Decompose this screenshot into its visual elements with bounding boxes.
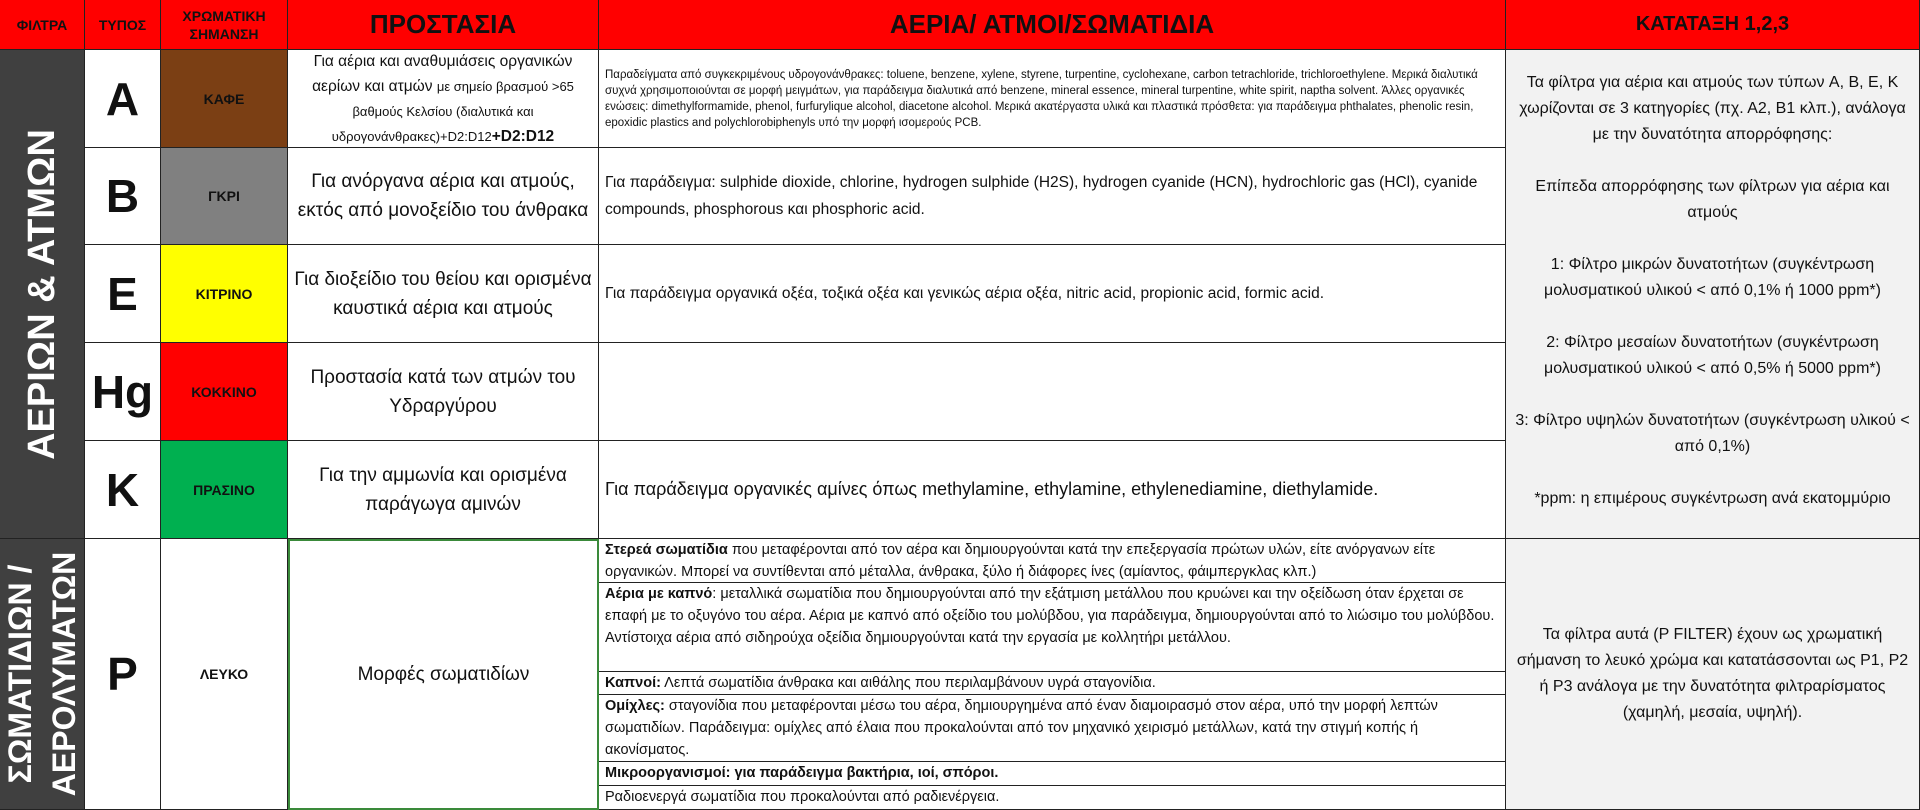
color-e: ΚΙΤΡΙΝΟ: [161, 245, 288, 343]
gases-hg: [599, 343, 1506, 441]
type-b: B: [85, 148, 161, 245]
protection-b: Για ανόργανα αέρια και ατμούς, εκτός από μονοξείδιο του άνθρακα: [288, 148, 599, 245]
color-b: ΓΚΡΙ: [161, 148, 288, 245]
header-color-marking: [161, 0, 288, 50]
particle-microorganisms: [599, 762, 1505, 786]
color-hg: ΚΟΚΚΙΝΟ: [161, 343, 288, 441]
header-type: ΤΥΠΟΣ: [85, 0, 161, 50]
type-hg: Hg: [85, 343, 161, 441]
type-k: K: [85, 441, 161, 539]
protection-k: Για την αμμωνία και ορισμένα παράγωγα αμινών: [288, 441, 599, 539]
group-gases-vapours: [0, 50, 85, 539]
classification-particles: Τα φίλτρα αυτά (P FILTER) έχουν ως χρωματική σήμανση το λευκό χρώμα και κατατάσσονται ως P1, P2 ή P3 ανάλογα με την δυνατότητα φιλτραρίσματος (χαμηλή, μεσαία, υψηλή).: [1506, 539, 1920, 810]
group-gases-vapours-label: ΑΕΡΙΩΝ & ΑΤΜΩΝ: [20, 128, 63, 460]
classification-gases-level-1: 1: Φίλτρο μικρών δυνατοτήτων (συγκέντρωση μολυσματικού υλικού < από 0,1% ή 1000 ppm*): [1544, 256, 1881, 299]
color-k: ΠΡΑΣΙΝΟ: [161, 441, 288, 539]
classification-gases: [1506, 50, 1920, 539]
protection-a: [288, 50, 599, 148]
group-particles-line2: ΑΕΡΟΛΥΜΑΤΩΝ: [46, 551, 83, 797]
classification-gases-level-2: 2: Φίλτρο μεσαίων δυνατοτήτων (συγκέντρωση μολυσματικού υλικού < από 0,5% ή 5000 ppm*): [1544, 334, 1881, 377]
particle-solid-bold: Στερεά σωματίδια: [605, 542, 728, 558]
particle-smoke-bold: Καπνοί:: [605, 675, 661, 691]
particle-fumes: [599, 583, 1505, 672]
particle-solid-text: που μεταφέρονται από τον αέρα και δημιουργούνται κατά την επεξεργασία πρώτων υλών, είτε ανόργανων είτε οργανικών. Μπορεί να συντίθενται από μέταλλα, άνθρακα, ξύλο ή διάφορες ίνες (αμίαντος, φάιμπεργκλας κλπ.): [605, 542, 1436, 580]
type-a: A: [85, 50, 161, 148]
classification-gases-intro: Τα φίλτρα για αέρια και ατμούς των τύπων A, B, E, K χωρίζονται σε 3 κατηγορίες (πχ. Α2, Β1 κλπ.), ανάλογα με την δυνατότητα απορρόφησης:: [1519, 74, 1906, 143]
protection-p: Μορφές σωματιδίων: [288, 539, 599, 810]
classification-gases-ppm-note: *ppm: η επιμέρους συγκέντρωση ανά εκατομμύριο: [1534, 490, 1891, 507]
protection-e: Για διοξείδιο του θείου και ορισμένα καυστικά αέρια και ατμούς: [288, 245, 599, 343]
particle-mists: [599, 695, 1505, 762]
particle-fumes-text: : μεταλλικά σωματίδια που δημιουργούνται από την εξάτμιση μετάλλου που κρυώνει και την οξείδωση όταν έρχεται σε επαφή με το οξυγόνο του αέρα. Αέρια με καπνό από οξείδιο του μολύβδου, για παράδειγμα, δημιουργούνται από το λιώσιμο του μολύβδου. Αντίστοιχα αέρια από σιδηρούχα οξείδια δημιουργούνται κατά την εργασία με κολλητήρι μετάλλου.: [605, 586, 1495, 646]
color-p: ΛΕΥΚΟ: [161, 539, 288, 810]
particle-mists-bold: Ομίχλες:: [605, 698, 665, 714]
particle-smoke: [599, 672, 1505, 695]
protection-hg: Προστασία κατά των ατμών του Υδραργύρου: [288, 343, 599, 441]
protection-a-small: με σημείο βρασμού >65 βαθμούς Κελσίου (διαλυτικά και υδρογονάνθρακες)+D2:D12: [331, 78, 574, 144]
gases-p: [599, 539, 1506, 810]
particle-mists-text: σταγονίδια που μεταφέρονται μέσω του αέρα, δημιουργημένα από έναν διαμοιρασμό στον αέρα, υπό την μορφή λεπτών σωματιδίων. Παράδειγμα: ομίχλες από έλαια που προκαλούνται από τον μηχανικό χειρισμό μετάλλων, κατά την στιγμή κοπής ή ακονίσματος.: [605, 698, 1438, 758]
header-classification: ΚΑΤΑΤΑΞΗ 1,2,3: [1506, 0, 1920, 50]
type-p: P: [85, 539, 161, 810]
protection-a-main: Για αέρια και αναθυμιάσεις οργανικών αερίων και ατμών: [312, 52, 573, 95]
particle-radioactive-text: Ραδιοενεργά σωματίδια που προκαλούνται από ραδιενέργεια.: [605, 789, 1000, 805]
classification-gases-level-3: 3: Φίλτρο υψηλών δυνατοτήτων (συγκέντρωση υλικού < από 0,1%): [1515, 412, 1910, 455]
header-filters: ΦΙΛΤΡΑ: [0, 0, 85, 50]
particle-smoke-text: Λεπτά σωματίδια άνθρακα και αιθάλης που περιλαμβάνουν υγρά σταγονίδια.: [660, 675, 1156, 691]
protection-a-bold: +D2:D12: [491, 127, 555, 145]
gases-a: Παραδείγματα από συγκεκριμένους υδρογονάνθρακες: toluene, benzene, xylene, styrene, turpentine, cyclohexane, carbon tetrachloride, trichloroethylene. Μερικά διαλυτικά συχνά χρησιμοποιούνται σε μορφή μειγμάτων, για παράδειγμα διαλυτικά από benzene, mineral essence, mineral turpentine, white spirit, naptha solvent. Άλλες οργανικές ενώσεις: dimethylformamide, phenol, furfurylique alcohol, diacetone alcohol. Μερικά ακατέργαστα υλικά και πλαστικά πρόσθετα: για παράδειγμα phthalates, phenolic resin, epoxidic plastics and polychlorobiphenyls υπό την μορφή ισομερούς PCB.: [599, 50, 1506, 148]
header-color-marking-line1: ΧΡΩΜΑΤΙΚΗ: [182, 7, 266, 24]
protection-a-text: [294, 50, 592, 148]
color-a: ΚΑΦΕ: [161, 50, 288, 148]
gases-k: Για παράδειγμα οργανικές αμίνες όπως methylamine, ethylamine, ethylenediamine, diethylamide.: [599, 441, 1506, 539]
gases-b: Για παράδειγμα: sulphide dioxide, chlorine, hydrogen sulphide (H2S), hydrogen cyanide (HCN), hydrochloric gas (HCl), cyanide compounds, phosphorous και phosphoric acid.: [599, 148, 1506, 245]
header-gases: ΑΕΡΙΑ/ ΑΤΜΟΙ/ΣΩΜΑΤΙΔΙΑ: [599, 0, 1506, 50]
type-e: E: [85, 245, 161, 343]
gases-e: Για παράδειγμα οργανικά οξέα, τοξικά οξέα και γενικώς αέρια οξέα, nitric acid, propionic acid, formic acid.: [599, 245, 1506, 343]
group-particles-line1: ΣΩΜΑΤΙΔΙΩΝ /: [2, 564, 39, 784]
group-particles-label: [0, 552, 85, 796]
particle-solid: [599, 539, 1505, 583]
classification-gases-levels: Επίπεδα απορρόφησης των φίλτρων για αέρια και ατμούς: [1535, 178, 1890, 221]
header-protection: ΠΡΟΣΤΑΣΙΑ: [288, 0, 599, 50]
header-color-marking-line2: ΣΗΜΑΝΣΗ: [189, 25, 259, 42]
group-particles: [0, 539, 85, 810]
particle-microorganisms-bold: Μικροοργανισμοί: για παράδειγμα βακτήρια, ιοί, σπόροι.: [605, 765, 999, 781]
particle-fumes-bold: Αέρια με καπνό: [605, 586, 713, 602]
particle-radioactive: [599, 786, 1505, 810]
